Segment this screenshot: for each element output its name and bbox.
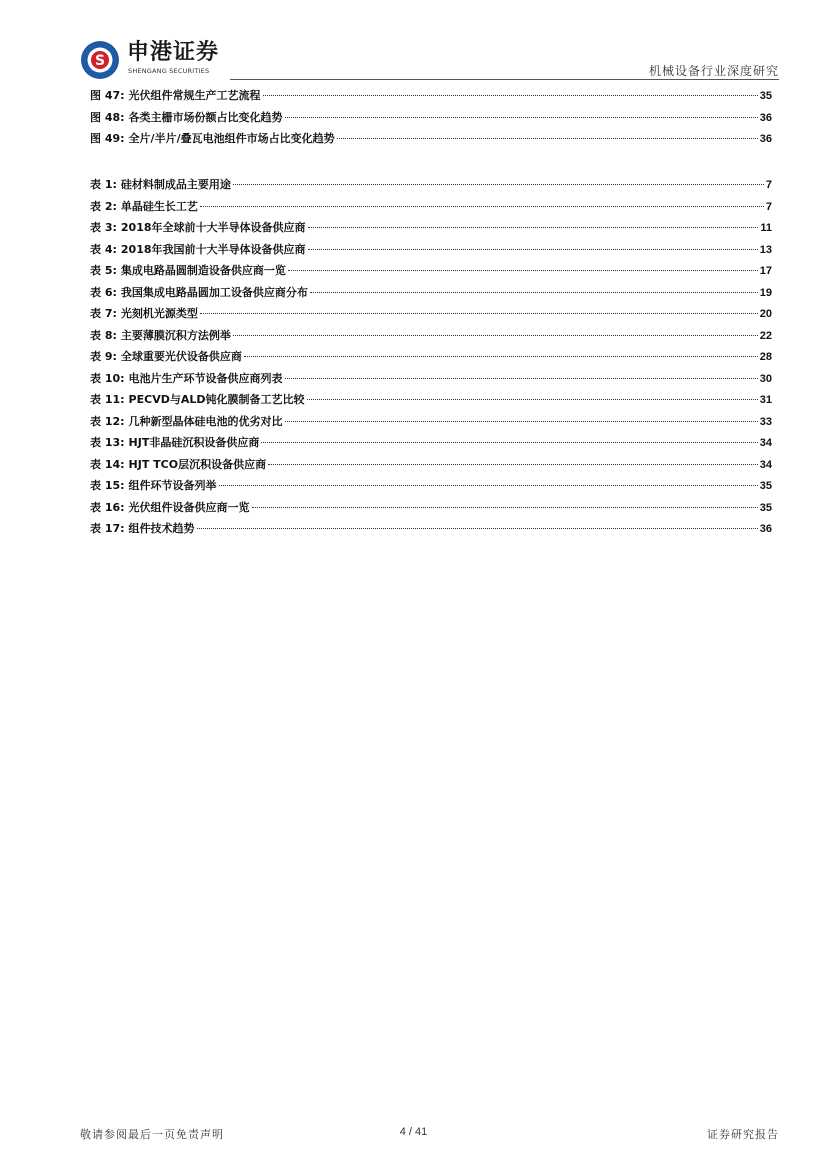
toc-entry-title: 各类主栅市场份额占比变化趋势 <box>128 110 283 124</box>
brand-name: 申港证券 <box>127 40 220 65</box>
toc-entry-title: HJT非晶硅沉积设备供应商 <box>128 436 260 449</box>
toc-entry-title: 我国集成电路晶圆加工设备供应商分布 <box>120 285 308 299</box>
toc-entry-page: 35 <box>759 480 772 492</box>
toc-entry-title: 组件技术趋势 <box>128 522 195 535</box>
toc-entry-page: 13 <box>759 243 772 256</box>
toc-table-entry[interactable] <box>90 198 772 220</box>
toc-leader-dots <box>285 117 758 118</box>
toc-entry-label: 表 2: <box>90 199 117 213</box>
toc-figure-entry[interactable] <box>90 130 772 152</box>
toc-entry-label: 表 8: <box>90 328 117 342</box>
page-footer <box>0 1126 827 1146</box>
toc-entry-title: 单晶硅生长工艺 <box>120 199 198 213</box>
page-header <box>0 0 827 80</box>
toc-leader-dots <box>200 313 758 314</box>
toc-leader-dots <box>244 356 758 357</box>
toc-figure-entry[interactable] <box>90 87 772 109</box>
toc-entry-label: 表 6: <box>90 285 117 299</box>
toc-leader-dots <box>310 292 758 293</box>
toc-entry-page: 33 <box>759 415 772 428</box>
toc-entry-title: 主要薄膜沉积方法例举 <box>120 328 231 342</box>
toc-entry-title: 光伏组件设备供应商一览 <box>128 500 250 514</box>
document-type: 证券研究报告 <box>707 1128 779 1141</box>
toc-entry-title: 全球重要光伏设备供应商 <box>120 350 242 363</box>
toc-leader-dots <box>285 378 758 379</box>
toc-leader-dots <box>337 138 758 139</box>
toc-entry-title: 硅材料制成品主要用途 <box>120 178 231 191</box>
table-list <box>90 176 772 542</box>
toc-entry-label: 表 1: <box>90 178 117 191</box>
toc-leader-dots <box>233 184 764 185</box>
toc-table-entry[interactable] <box>90 520 772 542</box>
toc-table-entry[interactable] <box>90 499 772 521</box>
brand-english-name: SHENGANG SECURITIES <box>128 67 210 75</box>
toc-entry-page: 11 <box>760 222 772 234</box>
toc-table-entry[interactable] <box>90 305 772 327</box>
toc-entry-title: 2018年我国前十大半导体设备供应商 <box>120 242 306 256</box>
toc-table-entry[interactable] <box>90 434 772 456</box>
toc-entry-label: 表 10: <box>90 371 125 385</box>
toc-entry-label: 表 7: <box>90 307 117 320</box>
toc-entry-label: 表 5: <box>90 264 117 277</box>
toc-entry-label: 表 12: <box>90 414 125 428</box>
toc-entry-page: 34 <box>759 458 772 471</box>
toc-table-entry[interactable] <box>90 477 772 499</box>
toc-table-entry[interactable] <box>90 284 772 306</box>
figure-list <box>90 87 772 152</box>
toc-table-entry[interactable] <box>90 241 772 263</box>
toc-table-entry[interactable] <box>90 370 772 392</box>
toc-entry-page: 35 <box>759 90 772 102</box>
toc-leader-dots <box>233 335 758 336</box>
svg-text:S: S <box>94 53 106 69</box>
toc-entry-title: 全片/半片/叠瓦电池组件市场占比变化趋势 <box>128 132 335 145</box>
toc-table-entry[interactable] <box>90 456 772 478</box>
toc-leader-dots <box>261 442 757 443</box>
toc-entry-page: 34 <box>759 437 772 449</box>
toc-entry-page: 28 <box>759 351 772 363</box>
toc-entry-label: 表 16: <box>90 500 125 514</box>
header-divider <box>230 79 779 80</box>
toc-entry-label: 表 14: <box>90 457 125 471</box>
toc-table-entry[interactable] <box>90 348 772 370</box>
toc-entry-title: 2018年全球前十大半导体设备供应商 <box>120 221 306 234</box>
toc-leader-dots <box>308 249 758 250</box>
toc-table-entry[interactable] <box>90 391 772 413</box>
toc-entry-title: 几种新型晶体硅电池的优劣对比 <box>128 414 283 428</box>
toc-entry-page: 17 <box>759 265 772 277</box>
toc-entry-label: 图 48: <box>90 110 125 124</box>
toc-leader-dots <box>308 227 759 228</box>
toc-leader-dots <box>252 507 758 508</box>
toc-entry-label: 表 9: <box>90 350 117 363</box>
toc-entry-label: 表 11: <box>90 393 125 406</box>
disclaimer-note: 敬请参阅最后一页免责声明 <box>80 1128 224 1141</box>
toc-entry-page: 7 <box>765 200 772 213</box>
toc-figure-entry[interactable] <box>90 109 772 131</box>
toc-table-entry[interactable] <box>90 327 772 349</box>
toc-entry-label: 图 49: <box>90 132 125 145</box>
toc-leader-dots <box>268 464 758 465</box>
toc-table-entry[interactable] <box>90 262 772 284</box>
toc-leader-dots <box>288 270 758 271</box>
toc-entry-page: 36 <box>759 111 772 124</box>
toc-entry-page: 22 <box>759 329 772 342</box>
toc-leader-dots <box>263 95 758 96</box>
toc-entry-page: 31 <box>759 394 772 406</box>
toc-entry-label: 表 13: <box>90 436 125 449</box>
shengang-logo-icon <box>80 40 120 80</box>
toc-entry-title: 集成电路晶圆制造设备供应商一览 <box>120 264 286 277</box>
toc-table-entry[interactable] <box>90 413 772 435</box>
toc-entry-title: 组件环节设备列举 <box>128 479 217 492</box>
toc-entry-title: 电池片生产环节设备供应商列表 <box>128 371 283 385</box>
toc-entry-page: 36 <box>759 133 772 145</box>
toc-entry-page: 36 <box>759 523 772 535</box>
toc-table-entry[interactable] <box>90 176 772 198</box>
toc-entry-title: 光刻机光源类型 <box>120 307 198 320</box>
toc-entry-title: 光伏组件常规生产工艺流程 <box>128 89 261 102</box>
toc-table-entry[interactable] <box>90 219 772 241</box>
toc-entry-label: 图 47: <box>90 89 125 102</box>
toc-leader-dots <box>219 485 758 486</box>
toc-leader-dots <box>307 399 758 400</box>
toc-entry-page: 30 <box>759 372 772 385</box>
toc-entry-label: 表 15: <box>90 479 125 492</box>
toc-entry-title: PECVD与ALD钝化膜制备工艺比较 <box>128 393 305 406</box>
toc-leader-dots <box>197 528 758 529</box>
toc-leader-dots <box>200 206 764 207</box>
toc-leader-dots <box>285 421 758 422</box>
toc-entry-label: 表 17: <box>90 522 125 535</box>
toc-entry-page: 7 <box>765 179 772 191</box>
toc-entry-title: HJT TCO层沉积设备供应商 <box>128 457 267 471</box>
toc-entry-label: 表 3: <box>90 221 117 234</box>
page-number: 4 / 41 <box>399 1126 428 1138</box>
toc-entry-page: 19 <box>759 286 772 299</box>
toc-entry-page: 35 <box>759 501 772 514</box>
toc-entry-page: 20 <box>759 308 772 320</box>
toc-entry-label: 表 4: <box>90 242 117 256</box>
report-type: 机械设备行业深度研究 <box>648 64 779 78</box>
